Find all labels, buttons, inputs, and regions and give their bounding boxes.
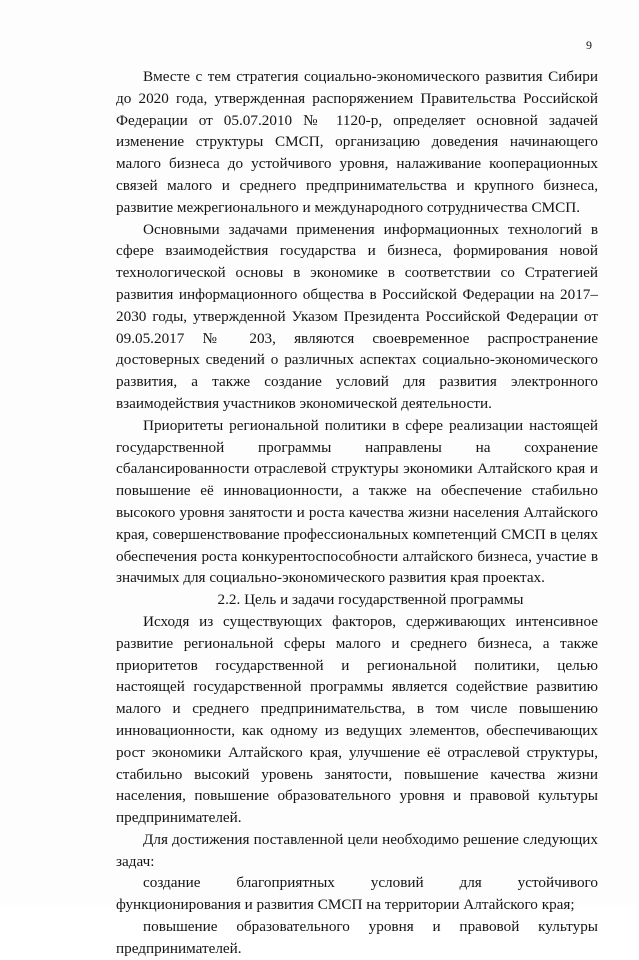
section-heading: 2.2. Цель и задачи государственной программы — [217, 591, 524, 609]
paragraph-program-goal: Исходя из существующих факторов, сдерживающих интенсивное развитие региональной сферы малого и среднего бизнеса, а также приоритетов государственной и региональной политики, целью настоящей государственной программы является содействие развитию малого и среднего предпринимательства, в том числе повышению инновационности, как одному из ведущих элементов, обеспечивающих рост экономики Алтайского края, улучшение её отраслевой структуры, стабильно высокий уровень занятости, повышение качества жизни населения, повышение образовательного уровня и правовой культуры предпринимателей. — [116, 612, 598, 827]
paragraph-information-technologies: Основными задачами применения информационных технологий в сфере взаимодействия государства и бизнеса, формирования новой технологической основы в экономике в соответствии со Стратегией развития информационного общества в Российской Федерации на 2017–2030 годы, утвержденной Указом Президента Российской Федерации от 09.05.2017 № 203, являются своевременное распространение достоверных сведений о различных аспектах социально-экономического развития, а также создание условий для развития электронного взаимодействия участников экономической деятельности. — [116, 220, 598, 412]
paragraph-task-favorable-conditions: создание благоприятных условий для устойчивого функционирования и развития СМСП на территории Алтайского края; — [116, 874, 598, 914]
paragraph-siberia-strategy: Вместе с тем стратегия социально-экономического развития Сибири до 2020 года, утвержденная распоряжением Правительства Российской Федерации от 05.07.2010 № 1120-р, определяет основной задачей изменение структуры СМСП, организацию доведения начинающего малого бизнеса до устойчивого уровня, налаживание кооперационных связей малого и среднего предпринимательства и крупного бизнеса, развитие межрегионального и международного сотрудничества СМСП. — [116, 68, 598, 216]
paragraph-tasks-intro: Для достижения поставленной цели необходимо решение следующих задач: — [116, 830, 598, 870]
paragraph-task-education-legal-culture: повышение образовательного уровня и правовой культуры предпринимателей. — [116, 918, 598, 957]
document-body — [116, 66, 598, 960]
page-number: 9 — [586, 38, 592, 52]
paragraph-regional-policy-priorities: Приоритеты региональной политики в сфере реализации настоящей государственной программы направлены на сохранение сбалансированности отраслевой структуры экономики Алтайского края и повышение её инновационности, а также на обеспечение стабильно высокого уровня занятости и роста качества жизни населения Алтайского края, совершенствование профессиональных компетенций СМСП в целях обеспечения роста конкурентоспособности алтайского бизнеса, участие в значимых для социально-экономического развития края проектах. — [116, 416, 598, 587]
